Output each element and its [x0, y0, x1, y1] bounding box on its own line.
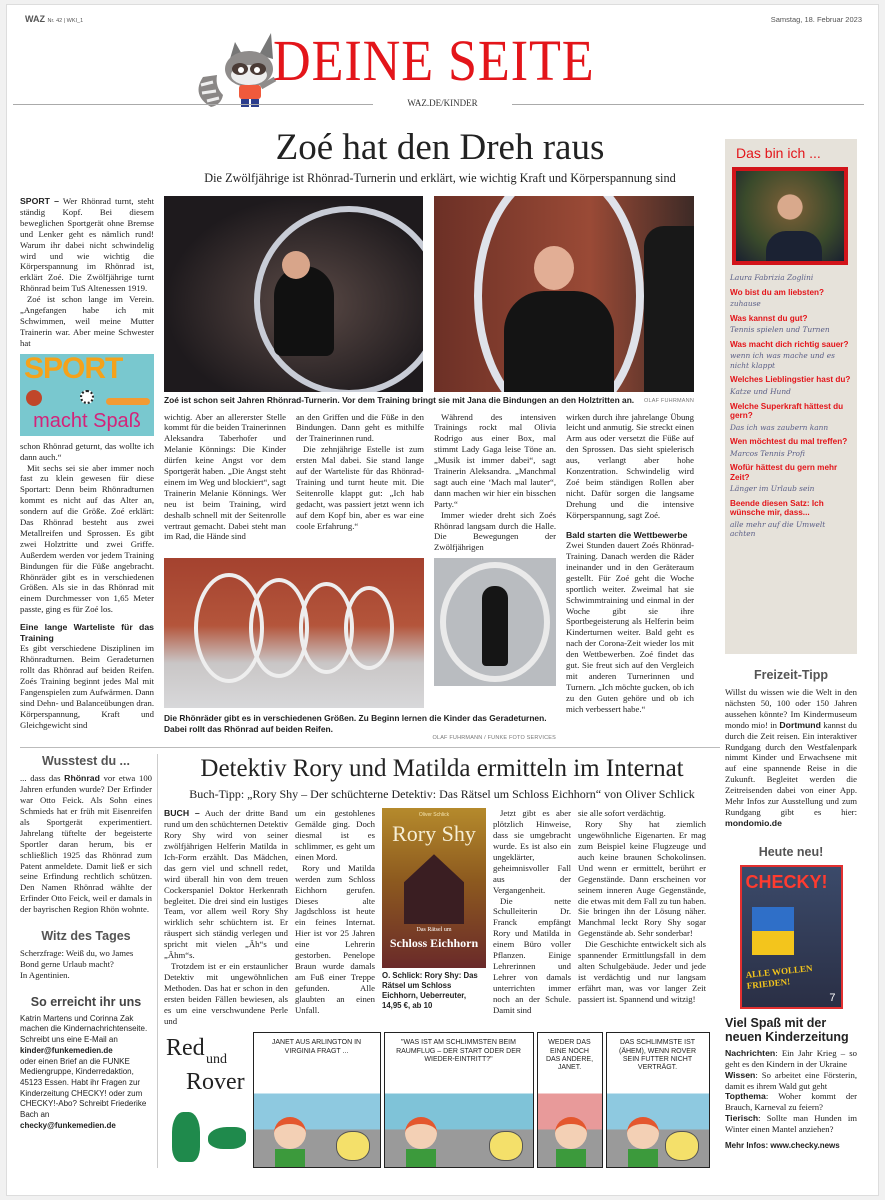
- book-column-2: [295, 808, 375, 1026]
- checky-cover[interactable]: [740, 865, 843, 1009]
- comic-panel: [606, 1032, 710, 1168]
- paragraph: sie alle sofort verdächtig.: [578, 808, 666, 819]
- sport-graphic: [20, 354, 154, 436]
- main-text-grid: [164, 412, 694, 742]
- book-caption: O. Schlick: Rory Shy: Das Rätsel um Schloss Eichhorn, Ueberreuter, 14,95 €, ab 10: [382, 971, 478, 1011]
- paragraph: Die zehnjährige Estelle ist zum ersten Mal dabei. Sie stand lange auf der Warteliste für das Rhönrad-Training und turnt heute mit. Die Seitenrolle klappt gut: „Ich hab gedacht, was passiert jetzt wenn ich auf dem Kopf bin, aber es war eine coole Erfahrung.“: [296, 444, 424, 531]
- photo-row: [164, 196, 694, 392]
- main-center: [164, 196, 694, 741]
- joke-question: Scherzfrage: Weiß du, wo James Bond gerne Urlaub macht?: [20, 948, 134, 969]
- main-column-3: [434, 412, 556, 554]
- green-shirt: [628, 1149, 658, 1168]
- caption-block: [164, 713, 556, 741]
- profile-qa-list: [730, 288, 852, 539]
- photo-girl-in-wheel: [434, 558, 556, 686]
- paper-edition: [25, 14, 83, 24]
- person-shape: [274, 266, 334, 356]
- main-article-body: [20, 196, 720, 741]
- profile-answer: Katze und Hund: [730, 386, 791, 396]
- face-shape: [282, 251, 310, 279]
- profile-question: Wen möchtest du mal treffen?: [730, 437, 848, 447]
- book-column-1: [164, 808, 288, 1026]
- book-cover-block: [382, 808, 486, 1026]
- book-cover-place: Schloss Eichhorn: [389, 936, 479, 951]
- checky-item: [725, 1070, 857, 1092]
- profile-answer: alle mehr auf die Umwelt achten: [730, 519, 826, 539]
- sport-graphic-subtitle: macht Spaß: [33, 409, 141, 432]
- freizeit-title: Freizeit-Tipp: [753, 668, 829, 682]
- photo-caption: Die Rhönräder gibt es in verschiedenen Größen. Zu Beginn lernen die Kinder das Geradeturnen. Dabei rollt das Rhönrad auf beiden Reifen.: [164, 713, 547, 734]
- section-divider: [20, 747, 720, 748]
- city: Dortmund: [779, 719, 821, 730]
- newspaper-page: [6, 4, 879, 1196]
- caption-row: [164, 395, 694, 406]
- profile-answer: Marcos Tennis Profi: [730, 448, 805, 458]
- kicker: BUCH –: [164, 808, 200, 819]
- soccer-ball-icon: [80, 390, 94, 404]
- basketball-icon: [26, 390, 42, 406]
- photo-zoe-in-wheel: [164, 196, 423, 392]
- checky-cover-title: CHECKY!: [745, 871, 828, 892]
- bold-term: Rhönrad: [64, 773, 100, 784]
- profile-answer: Tennis spielen und Turnen: [730, 325, 830, 335]
- paragraph: Die nette Schulleiterin Dr. Franck empfängt Rory und Matilda in einem Büro voller Pflanzen. Einige Lehrerinnen und Lehrer von damals unterrichten immer noch an der Schule. Damit sind: [493, 895, 571, 1015]
- book-article: [164, 754, 720, 1168]
- dog-silhouette-icon: [208, 1127, 246, 1149]
- main-subheadline: Die Zwölfjährige ist Rhönrad-Turnerin und erklärt, wie wichtig Kraft und Körperspannung sind: [204, 171, 676, 185]
- wusstest-title: Wusstest du ...: [42, 754, 130, 769]
- text: Auch der dritte Band rund um den schüchternen Detektiv Rory Shy wird von seiner zwölfjährigen Helferin Matilda in Ich-Form erzählt. Das Mädchen, das gern viel und schnell redet, wird überall hin von dem treuen Cockerspaniel Doktor Herkenrath begleitet. Die drei sind ein lustiges Team, vor allem weil Rory Shy wirklich sehr schüchtern ist. Er räuspert sich ständig verlegen und spricht mit vielen „Äh“s und „Ähm“s.: [164, 808, 289, 961]
- comic-panel: [384, 1032, 534, 1168]
- mondomio-link[interactable]: mondomio.de: [725, 817, 782, 828]
- checky-item: [725, 1091, 857, 1113]
- paragraph: schon Rhönrad geturnt, das wollte ich dann auch.“: [20, 440, 154, 462]
- comic-panel: [537, 1032, 603, 1168]
- paragraph: Während des intensiven Trainings rockt mal Olivia Rodrigo aus einer Box, mal stimmt Lady Gaga leise Töne an. „Musik ist immer dabei“, sagt Trainerin Aleksandra. „Manchmal sagt auch eine ‘Mach mal lauter“, dann machen wir hier ein bisschen Party.“: [434, 411, 556, 509]
- checky-more-info[interactable]: Mehr Infos: www.checky.news: [725, 1141, 840, 1151]
- checky-headline: Viel Spaß mit der neuen Kinderzeitung: [725, 1015, 849, 1044]
- profile-title: Das bin ich ...: [736, 145, 821, 161]
- email-kinder-link[interactable]: kinder@funkemedien.de: [20, 1045, 113, 1055]
- checky-item-text: : So arbeitet eine Försterin, damit es ihrem Wald gut geht: [725, 1069, 857, 1091]
- email-checky-link[interactable]: checky@funkemedien.de: [20, 1120, 116, 1130]
- comic-strip: [164, 1032, 720, 1168]
- paragraph: wichtig. Aber an allererster Stelle kommt für die beiden Trainerinnen Aleksandra Taberhofer und Melanie Könnings: Die Kinder dürfen keine Angst vor dem Sportgerät haben. „Die Angst steht einem im Weg und blockiert“, sagt Trainerin Melanie Könnings. Wer neu ist beim Training, wird deshalb schnell mit der Seitenrolle vertraut gemacht. Dabei steht man im Rad, die Hände sind: [164, 411, 286, 542]
- paragraph: Jetzt gibt es aber plötzlich Hinweise, dass sie umgebracht wurde. Es ist also ein ungeklärter, geheimnisvoller Fall aus der Vergangenheit.: [493, 808, 571, 895]
- raccoon-mascot-icon: [189, 27, 281, 109]
- text: kannst du durch die Zeit reisen. Ein interaktiver Rundgang durch den Westfalenpark nimmt Kinder und Erwachsene mit auf eine spannende Reise in die Zukunft. Begleitet werden die Zeitreisenden dabei von einer App. Mehr Infos zur Ausstellung und zum Rundgang gibt es hier:: [725, 719, 857, 817]
- wusstest-text: [20, 773, 152, 915]
- paragraph: wirken durch ihre jahrelange Übung leicht und anmutig. Sie streckt einen Arm aus oder versetzt die Füße auf den Sprossen. Das sieht spielerisch aus, verlangt aber hohe Konzentration. Schwindelig wird Zoé beim ständigen Rollen aber nicht. Dafür sorgen die langsame Drehung und die intensive Körperspannung, sagt Zoé.: [566, 411, 694, 520]
- checky-item-text: : Woher kommt der Brauch, Karneval zu feiern?: [725, 1091, 857, 1113]
- left-content-area: [20, 127, 720, 1168]
- paragraph: an den Griffen und die Füße in den Bindungen. Dann geht es mithilfe der Trainerinnen rund.: [296, 411, 424, 444]
- profile-question: Wo bist du am liebsten?: [730, 287, 825, 297]
- comic-logo-rover: Rover: [186, 1069, 245, 1096]
- profile-name: Laura Fabrizia Zoglini: [730, 273, 814, 282]
- kontakt-text: [20, 1014, 152, 1132]
- profile-box: [725, 139, 857, 654]
- speech-bubble: JANET AUS ARLINGTON IN VIRGINIA FRAGT ...: [257, 1036, 376, 1059]
- green-shirt: [556, 1149, 586, 1168]
- comic-logo-red: Red: [166, 1035, 205, 1062]
- bottom-section: [20, 754, 720, 1168]
- book-column-3: [493, 808, 571, 1026]
- main-left-column: [20, 196, 154, 741]
- book-headline: Detektiv Rory und Matilda ermitteln im Internat: [200, 755, 684, 783]
- photo-binding: [434, 196, 694, 392]
- checky-item-text: : Sollte man Hunden im Winter einen Mantel anziehen?: [725, 1113, 857, 1135]
- profile-answer: wenn ich was mache und es nicht klappt: [730, 351, 835, 370]
- profile-question: Wofür hättest du gern mehr Zeit?: [730, 463, 838, 482]
- sport-graphic-title: SPORT: [24, 353, 123, 385]
- main-column-2: [296, 412, 424, 554]
- main-column-1: [164, 412, 286, 554]
- red-character: [555, 1117, 587, 1149]
- wheel-shape: [344, 586, 394, 670]
- paragraph: Zwei Stunden dauert Zoés Rhönrad-Training. Danach werden die Räder ineinander und in den Geräteraum gestellt. Für Zoé geht die Woche sportlich weiter. Zweimal hat sie Schwimmtraining und einmal in der Woche gibt sie ihre Sportbegeisterung als Helferin beim Kinderturnen weiter. Bald geht es nach der Corona-Zeit wieder los mit den Wettbewerben. Zoé findet das gut. Sie freut sich auf den Vergleich mit anderen Turnerinnen und Turnern. „Ich möchte gucken, ob ich zu den Guten gehöre und ob ich mich verbessert habe.“: [566, 540, 694, 714]
- flag-yellow: [752, 931, 794, 955]
- profile-question: Welche Superkraft hättest du gern?: [730, 401, 844, 421]
- checky-item-label: Tierisch: [725, 1113, 759, 1124]
- paragraph: Die Geschichte entwickelt sich als spannender Ermittlungsfall in dem alten Schulgebäude. Jeder und jede ist verdächtig und nur langsam erfährt man, was vor langer Zeit passiert ist. Spannend und witzig!: [578, 939, 706, 1004]
- issue-date: Samstag, 18. Februar 2023: [770, 15, 862, 24]
- profile-answer: Länger im Urlaub sein: [730, 484, 815, 494]
- main-column-4: [566, 412, 694, 742]
- profile-photo: [732, 167, 848, 265]
- speech-bubble: "WAS IST AM SCHLIMMSTEN BEIM RAUMFLUG – DER START ODER DER WIEDER-EINTRITT?": [388, 1036, 529, 1067]
- red-character: [274, 1117, 306, 1149]
- book-column-4: [578, 808, 706, 1026]
- comic-logo-und: und: [206, 1052, 227, 1068]
- photo-credit: OLAF FUHRMANN / FUNKE FOTO SERVICES: [432, 735, 556, 742]
- book-text-grid: [164, 808, 720, 1026]
- book-cover[interactable]: [382, 808, 486, 968]
- book-cover-author: Oliver Schlick: [418, 812, 450, 819]
- rover-dog: [489, 1131, 523, 1161]
- paragraph: um ein gestohlenes Gemälde ging. Doch diesmal ist es schlimmer, es geht um einen Mord.: [295, 808, 375, 862]
- checky-item: [725, 1113, 857, 1135]
- text: oder einen Brief an die FUNKE Mediengruppe, Kinderredaktion, 45123 Essen. Habt ihr Fragen zur Kinderzeitung CHECKY! oder zum CHECKY!-Abo? Schreibt Friederike Bach an: [20, 1056, 147, 1120]
- speech-bubble: DAS SCHLIMMSTE IST (ÄHEM), WENN ROVER SEIN FUTTER NICHT VERTRÄGT.: [610, 1036, 705, 1075]
- text: ... dass das: [20, 773, 65, 784]
- subhead: Eine lange Warteliste für das Training: [20, 622, 154, 643]
- intro-text: Wer Rhönrad turnt, steht ständig Kopf. Bei diesem beweglichen Sportgerät ohne Bremse und Lenker geht es nämlich rund! Warum ihr dabei nicht schwindelig wird und wie wichtig die Körperspannung im Rhönrad ist, erklärt Zoé. Die Zwölfjährige turnt Rhönrad beim TuS Altenessen 1919.: [20, 196, 154, 294]
- photo-caption: Zoé ist schon seit Jahren Rhönrad-Turnerin. Vor dem Training bringt sie mit Jana die Bindungen an den Holztritten an.: [164, 395, 635, 405]
- checky-item-label: Topthema: [725, 1091, 766, 1102]
- paragraph: Rory Shy hat ziemlich ungewöhnliche Eigenarten. Er mag zum Beispiel keine Flugzeuge und auch keine braunen Schokolinsen. Und wenn er ermittelt, berührt er Gegenstände. Dann erscheinen vor seinem inneren Auge Gegenstände, die etwas mit dem Fall zu tun haben. Sie bringen ihn der Lösung näher. Manchmal leckt Rory Shy sogar Gegenstände ab. Sehr sonderbar!: [578, 819, 706, 939]
- main-headline: Zoé hat den Dreh raus: [275, 127, 605, 168]
- edition-number: Nr. 42 | WKI_1: [47, 18, 84, 24]
- checky-item-label: Wissen: [725, 1069, 756, 1080]
- profile-question: Was macht dich richtig sauer?: [730, 339, 849, 349]
- paper-name: WAZ: [25, 14, 45, 24]
- boy-silhouette-icon: [172, 1112, 200, 1162]
- subhead: Bald starten die Wettbewerbe: [566, 529, 688, 540]
- green-shirt: [275, 1149, 305, 1168]
- green-shirt: [406, 1149, 436, 1168]
- freizeit-text: [725, 687, 857, 829]
- text: Willst du wissen wie die Welt in den nächsten 50, 100 oder 150 Jahren aussehen könnte? Im Kindermuseum mondo mio! in: [725, 687, 857, 730]
- castle-shape: [404, 854, 464, 924]
- paragraph: Trotzdem ist er ein erstaunlicher Detektiv mit ungewöhnlichen Methoden. Das hat er schon in den ersten beiden Fällen bewiesen, als es um eine verschwundene Perle und: [164, 960, 288, 1026]
- checky-item-text: : Ein Jahr Krieg – so geht es den Kindern in der Ukraine: [725, 1047, 857, 1069]
- person-shape: [482, 586, 508, 666]
- photo-wheels-hall: [164, 558, 424, 708]
- checky-items: [725, 1048, 857, 1135]
- red-character: [627, 1117, 659, 1149]
- skateboard-icon: [106, 398, 150, 405]
- profile-answer: zuhause: [730, 299, 761, 309]
- profile-question: Was kannst du gut?: [730, 313, 808, 323]
- text: Katrin Martens und Corinna Zak machen die Kindernachrichtenseite. Schreibt uns eine E-Mail an: [20, 1013, 148, 1045]
- comic-logo: [164, 1032, 250, 1168]
- header-rule-left: [13, 104, 373, 105]
- witz-text: [20, 948, 152, 981]
- checky-item-label: Nachrichten: [725, 1047, 776, 1058]
- rover-dog: [665, 1131, 699, 1161]
- paragraph: Immer wieder dreht sich Zoés Rhönrad langsam durch die Halle. Die Bewegungen der Zwölfjährigen: [434, 509, 556, 553]
- kontakt-title: So erreicht ihr uns: [30, 994, 142, 1009]
- joke-answer: In Agentinien.: [20, 969, 70, 980]
- person-shape: [644, 226, 694, 392]
- checky-title: Heute neu!: [758, 844, 824, 859]
- face-shape: [534, 246, 574, 290]
- checky-cover-slogan: ALLE WOLLEN FRIEDEN!: [744, 962, 813, 991]
- kicker: SPORT –: [20, 196, 59, 206]
- flag-blue: [752, 907, 794, 931]
- right-sidebar: [725, 139, 857, 1151]
- book-cover-subtitle: Das Rätsel um: [416, 927, 452, 934]
- book-subheadline: Buch-Tipp: „Rory Shy – Der schüchterne Detektiv: Das Rätsel um Schloss Eichhorn“ von Oliver Schlick: [189, 787, 695, 802]
- photo-credit: OLAF FUHRMANN: [644, 398, 694, 404]
- red-character: [405, 1117, 437, 1149]
- text: vor etwa 100 Jahren erfunden wurde? Der Erfinder war Otto Feick. Als Sohn eines Schmieds hat er früh mit Eisenreifen als Sportgerät experimentiert. Jahrelang tüftelte der begeisterte Sportler daran herum, bis er schließlich 1925 das Rhönrad zum Patent anmeldete. Damit ließ er sich seine Erfindung rechtlich schützen. Den Namen Rhönrad wählte der Erfinder Otto Feick, weil er damals in der bayrischen Region Rhön wohnte.: [20, 773, 153, 915]
- paragraph: Rory und Matilda werden zum Schloss Eichhorn gerufen. Dieses alte Jagdschloss ist heute ein feines Internat. Hier ist vor 25 Jahren eine Lehrerin gestorben. Penelope Braun wurde damals am Fuß einer Treppe gefunden. Alle glaubten an einen Unfall.: [295, 862, 375, 1015]
- person-shape: [504, 291, 614, 392]
- header-rule-right: [512, 104, 864, 105]
- speech-bubble: WEDER DAS EINE NOCH DAS ANDERE, JANET.: [541, 1036, 598, 1075]
- profile-answer: Das ich was zaubern kann: [730, 422, 829, 432]
- paragraph: Zoé ist schon lange im Verein. „Angefangen habe ich mit Schwimmen, weil meine Mutter Trainerin war. Aber meine Schwester hat: [20, 294, 154, 348]
- paragraph: Mit sechs sei sie aber immer noch fast zu klein gewesen für diese Sportart: Denn beim Rhönradturnen kommt es nicht auf das Alter an, sondern auf die Größe. Zoé erklärt: Das Rhönrad besteht aus zwei Metallreifen und Sprossen. Es gibt zwei Holztritte und zwei Griffe. Außerdem werden vor jedem Training Bindungen für die Füße angebracht. Rhönräder gibt es in verschiedenen Größen. Als sie in das Rhönrad mit einem Durchmesser von 1,65 Meter passte, ging es für Zoé los.: [20, 462, 154, 615]
- paragraph: Es gibt verschiedene Disziplinen im Rhönradturnen. Beim Geradeturnen rollt das Rhönrad auf beiden Reifen. Zoés Training beginnt jedes Mal mit Fangenspielen zum Aufwärmen. Dann sind Dehn- und Balanceübungen dran. Körperspannung, Kraft und Gleichgewicht sind: [20, 643, 154, 730]
- comic-panel: [253, 1032, 381, 1168]
- witz-title: Witz des Tages: [41, 929, 131, 944]
- book-cover-title: Rory Shy: [392, 821, 476, 847]
- section-title: DEINE SEITE: [273, 28, 595, 93]
- rover-dog: [336, 1131, 370, 1161]
- profile-question: Welches Lieblingstier hast du?: [730, 375, 851, 385]
- checky-item: [725, 1048, 857, 1070]
- left-info-column: [20, 754, 158, 1168]
- person-shape: [766, 231, 822, 261]
- profile-question: Beende diesen Satz: Ich wünsche mir, dass...: [730, 498, 824, 518]
- section-url[interactable]: WAZ.DE/KINDER: [407, 98, 478, 108]
- checky-cover-number: 7: [829, 991, 836, 1004]
